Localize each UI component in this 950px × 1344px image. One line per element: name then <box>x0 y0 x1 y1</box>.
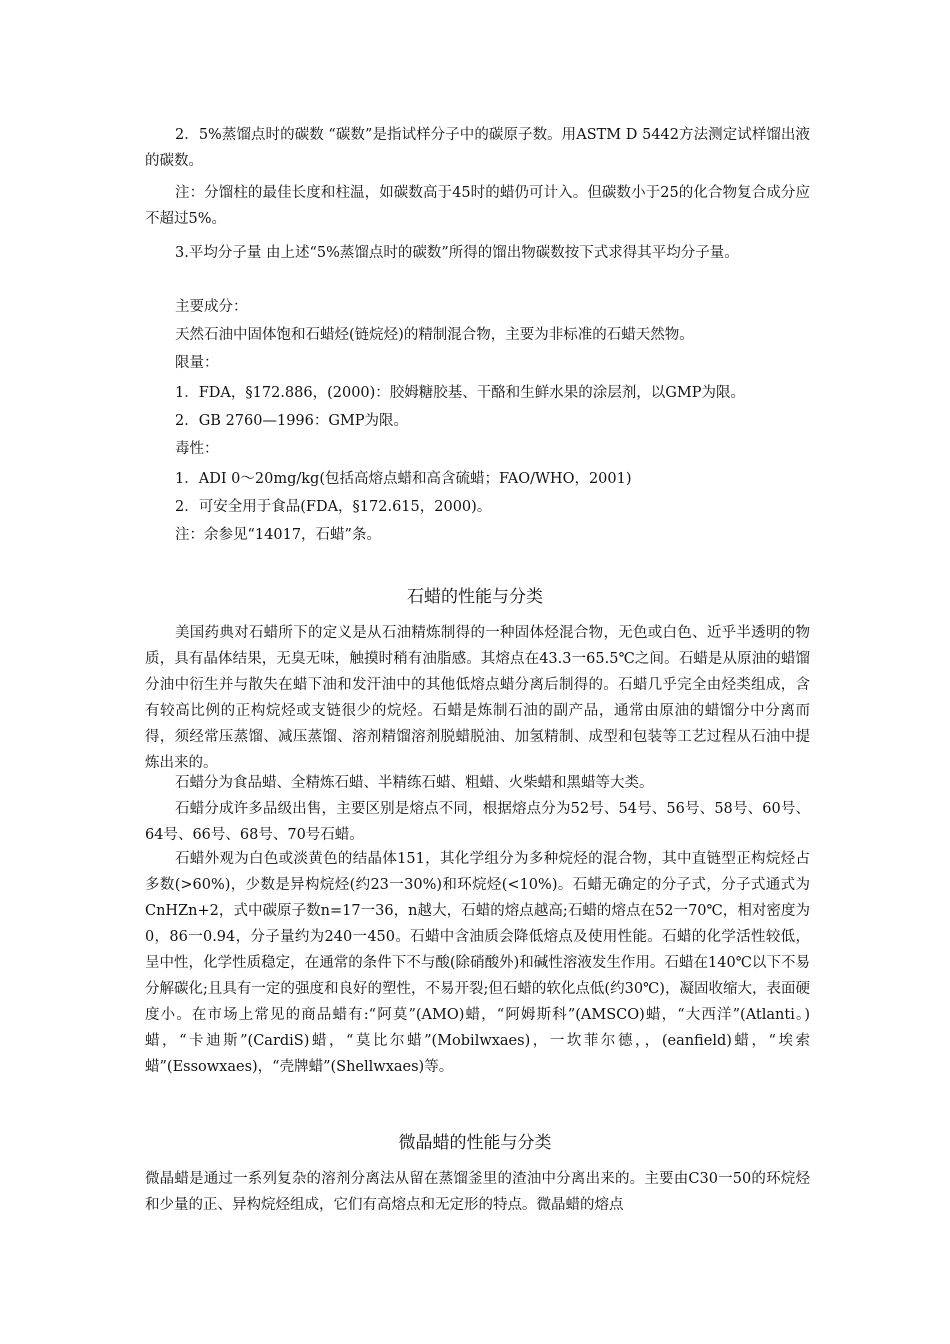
limit-item-gb: 2．GB 2760—1996：GMP为限。 <box>175 413 409 429</box>
toxicity-item-adi: 1．ADI 0～20mg/kg(包括高熔点蜡和高含硫蜡；FAO/WHO，2001) <box>175 471 632 487</box>
paragraph-paraffin-types: 石蜡分为食品蜡、全精炼石蜡、半精练石蜡、粗蜡、火柴蜡和黑蜡等大类。 <box>175 775 654 791</box>
paragraph-carbon-number: 2．5%蒸馏点时的碳数 “碳数”是指试样分子中的碳原子数。用ASTM D 5442方法测定试样馏出液的碳数。 <box>145 127 810 169</box>
note-fractionating-column: 注：分馏柱的最佳长度和柱温，如碳数高于45时的蜡仍可计入。但碳数小于25的化合物复合成分应不超过5%。 <box>145 185 810 227</box>
paragraph-average-molecular-weight: 3.平均分子量 由上述“5%蒸馏点时的碳数”所得的馏出物碳数按下式求得其平均分子量。 <box>175 245 739 261</box>
paragraph-paraffin-definition: 美国药典对石蜡所下的定义是从石油精炼制得的一种固体烃混合物，无色或白色、近乎半透明的物质，具有晶体结果，无臭无味，触摸时稍有油脂感。其熔点在43.3一65.5℃之间。石蜡是从原油的蜡馏分油中衍生并与散失在蜡下油和发汗油中的其他低熔点蜡分离后制得的。石蜡几乎完全由烃类组成，含有较高比例的正构烷烃或支链很少的烷烃。石蜡是炼制石油的副产品，通常由原油的蜡馏分中分离而得，须经常压蒸馏、减压蒸馏、溶剂精馏溶剂脱蜡脱油、加氢精制、成型和包装等工艺过程从石油中提炼出来的。 <box>145 625 810 771</box>
label-toxicity: 毒性： <box>175 441 219 457</box>
paragraph-paraffin-grades: 石蜡分成许多品级出售，主要区别是熔点不同，根据熔点分为52号、54号、56号、58号、60号、64号、66号、68号、70号石蜡。 <box>145 801 810 843</box>
label-main-components: 主要成分： <box>175 299 248 315</box>
paragraph-paraffin-properties: 石蜡外观为白色或淡黄色的结晶体151，其化学组分为多种烷烃的混合物，其中直链型正构烷烃占多数(>60%)，少数是异构烷烃(约23一30%)和环烷烃(<10%)。石蜡无确定的分子式，分子式通式为CnHZn+2，式中碳原子数n=17一36，n越大，石蜡的熔点越高;石蜡的熔点在52一70℃，相对密度为0，86一0.94，分子量约为240一450。石蜡中含油质会降低熔点及使用性能。石蜡的化学活性较低，呈中性，化学性质稳定，在通常的条件下不与酸(除硝酸外)和碱性溶液发生作用。石蜡在140℃以下不易分解碳化;且具有一定的强度和良好的塑性，不易开裂;但石蜡的软化点低(约30℃)，凝固收缩大，表面硬度小。在市场上常见的商品蜡有:“阿莫”(AMO)蜡，“阿姆斯科”(AMSCO)蜡，“大西洋”(Atlanti。)蜡，“卡迪斯”(CardiS)蜡，“莫比尔蜡”(Mobilwxaes)，一坎菲尔德，，(eanfield)蜡，“埃索蜡”(Essowxaes)，“壳牌蜡”(Shellwxaes)等。 <box>145 851 810 1075</box>
text-main-components: 天然石油中固体饱和石蜡烃(链烷烃)的精制混合物，主要为非标准的石蜡天然物。 <box>175 327 694 343</box>
paragraph-microcrystalline: 微晶蜡是通过一系列复杂的溶剂分离法从留在蒸馏釜里的渣油中分离出来的。主要由C30一50的环烷烃和少量的正、异构烷烃组成，它们有高熔点和无定形的特点。微晶蜡的熔点 <box>145 1171 810 1213</box>
section-heading-microcrystalline: 微晶蜡的性能与分类 <box>398 1133 552 1153</box>
limit-item-fda: 1．FDA，§172.886，(2000)：胶姆糖胶基、干酪和生鲜水果的涂层剂，以GMP为限。 <box>175 385 745 401</box>
label-limits: 限量： <box>175 355 219 371</box>
toxicity-item-fda: 2．可安全用于食品(FDA，§172.615，2000)。 <box>175 499 492 515</box>
section-heading-paraffin: 石蜡的性能与分类 <box>407 587 543 607</box>
note-see-also: 注：余参见“14017，石蜡”条。 <box>175 527 381 543</box>
